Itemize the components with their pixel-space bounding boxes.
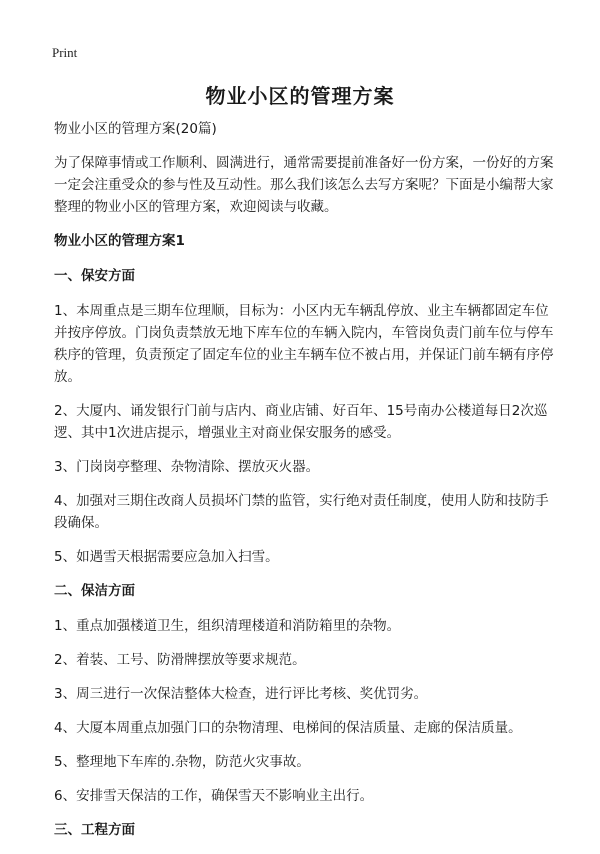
cleaning-item: 3、周三进行一次保洁整体大检查，进行评比考核、奖优罚劣。 (54, 686, 428, 702)
security-item: 5、如遇雪天根据需要应急加入扫雪。 (54, 549, 279, 565)
cleaning-item: 2、着装、工号、防滑牌摆放等要求规范。 (54, 652, 306, 668)
page-title: 物业小区的管理方案 (205, 84, 395, 108)
cleaning-item: 6、安排雪天保洁的工作，确保雪天不影响业主出行。 (54, 788, 374, 804)
print-link[interactable]: Print (52, 45, 78, 60)
section-title: 物业小区的管理方案1 (54, 233, 185, 249)
intro-paragraph: 为了保障事情或工作顺利、圆满进行，通常需要提前准备好一份方案，一份好的方案一定会注重受众的参与性及互动性。那么我们该怎么去写方案呢？下面是小编帮大家整理的物业小区的管理方案，欢迎阅读与收藏。 (54, 155, 554, 215)
security-item: 4、加强对三期住改商人员损坏门禁的监管，实行绝对责任制度，使用人防和技防手段确保。 (54, 493, 549, 531)
document-body (54, 118, 554, 854)
security-item: 2、大厦内、诵发银行门前与店内、商业店铺、好百年、15号南办公楼道每日2次巡逻、其中1次进店提示，增强业主对商业保安服务的感受。 (54, 403, 548, 441)
engineering-heading: 三、工程方面 (54, 822, 135, 838)
security-item: 3、门岗岗亭整理、杂物清除、摆放灭火器。 (54, 459, 320, 475)
cleaning-item: 4、大厦本周重点加强门口的杂物清理、电梯间的保洁质量、走廊的保洁质量。 (54, 720, 522, 736)
cleaning-item: 1、重点加强楼道卫生，组织清理楼道和消防箱里的杂物。 (54, 618, 401, 634)
cleaning-heading: 二、保洁方面 (54, 583, 135, 599)
security-item: 1、本周重点是三期车位理顺，目标为：小区内无车辆乱停放、业主车辆都固定车位并按序停放。门岗负责禁放无地下库车位的车辆入院内，车管岗负责门前车位与停车秩序的管理，负责预定了固定车位的业主车辆车位不被占用，并保证门前车辆有序停放。 (54, 303, 554, 385)
document-subtitle: 物业小区的管理方案(20篇) (54, 121, 217, 137)
cleaning-item: 5、整理地下车库的.杂物，防范火灾事故。 (54, 754, 310, 770)
security-heading: 一、保安方面 (54, 268, 135, 284)
